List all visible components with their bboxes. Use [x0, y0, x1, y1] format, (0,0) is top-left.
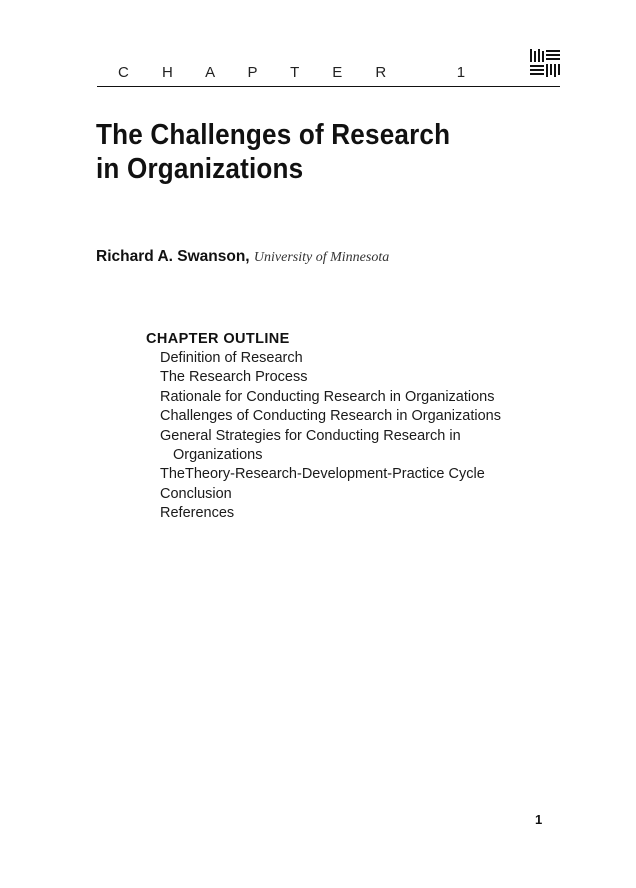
outline-item-label: Definition of Research	[160, 350, 303, 366]
outline-item	[146, 465, 501, 484]
header-rule	[97, 86, 560, 87]
outline-item	[146, 504, 501, 523]
outline-item-label: Conclusion	[160, 485, 232, 502]
author-affiliation: University of Minnesota	[253, 250, 390, 265]
outline-heading: CHAPTER OUTLINE	[146, 331, 290, 347]
author-name: Richard A. Swanson,	[96, 248, 250, 265]
outline-list	[146, 349, 501, 524]
outline-item	[146, 427, 501, 466]
chapter-title-line-1: The Challenges of Research	[96, 119, 451, 151]
author-line	[96, 248, 389, 266]
outline-item-label: The Research Process	[160, 369, 308, 386]
outline-item-continuation: Organizations	[173, 447, 263, 464]
page-number: 1	[535, 812, 543, 827]
outline-item	[146, 368, 501, 387]
outline-item	[146, 485, 501, 504]
outline-item-label: General Strategies for Conducting Research in	[160, 427, 461, 444]
chapter-outline	[146, 329, 501, 524]
outline-item	[146, 388, 501, 407]
publisher-logo-icon	[530, 49, 560, 77]
outline-item	[146, 349, 501, 368]
chapter-label: C H A P T E R 1	[118, 64, 480, 81]
chapter-title-line-2: in Organizations	[96, 153, 304, 185]
outline-item-label: TheTheory-Research-Development-Practice Cycle	[160, 466, 485, 483]
outline-item-label: References	[160, 505, 235, 522]
outline-item-label: Rationale for Conducting Research in Organizations	[160, 388, 495, 405]
outline-item	[146, 407, 501, 426]
outline-item-label: Challenges of Conducting Research in Organizations	[160, 408, 501, 425]
chapter-title	[96, 118, 450, 186]
